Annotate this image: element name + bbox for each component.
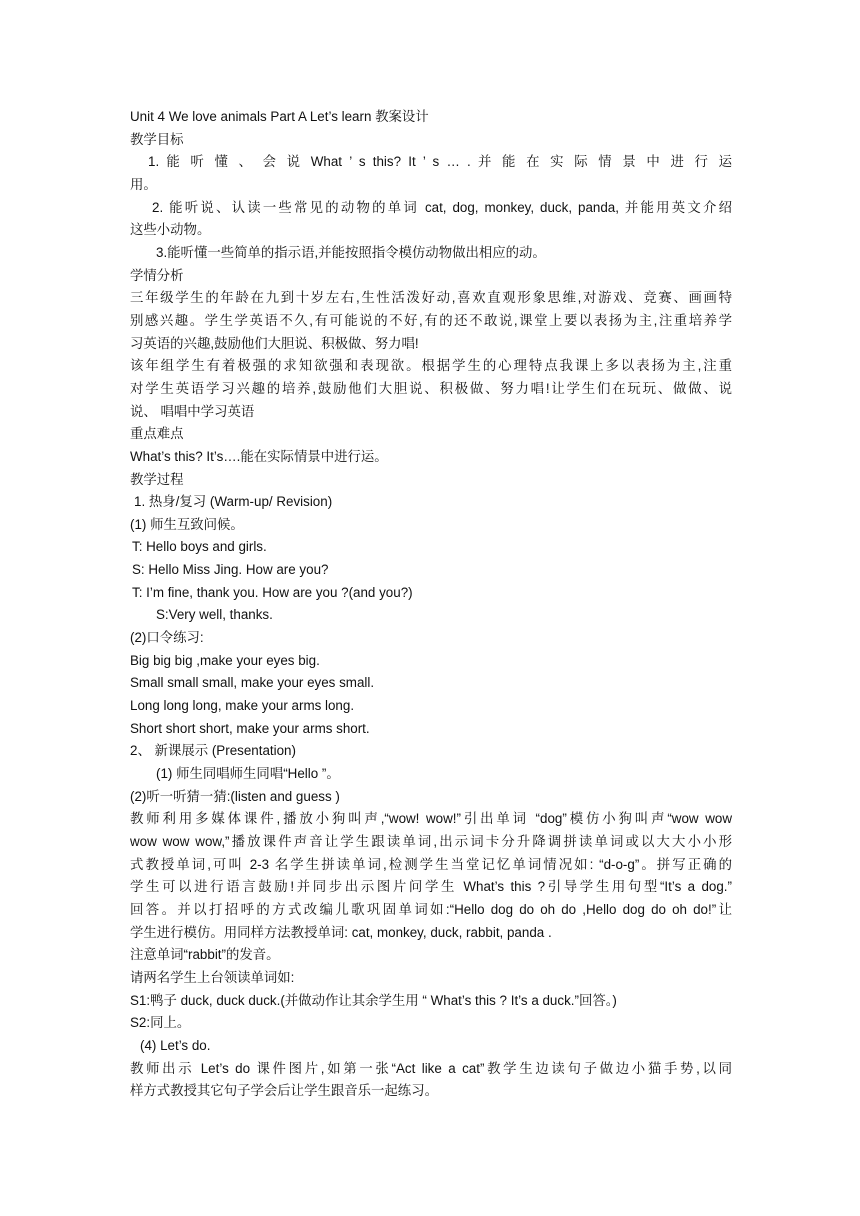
process-greeting: (1) 师生互致问候。 (130, 516, 244, 532)
chant-line-2: Small small small, make your eyes small. (130, 675, 375, 691)
command-practice-heading: (2)口令练习: (130, 630, 204, 646)
dialogue-line-4: S:Very well, thanks. (156, 607, 273, 623)
goal-1-line-1: 1. 能 听 懂 、 会 说 What ’ s this? It ’ s … . 并 能 在 实 际 情 景 中 进 行 运 (148, 154, 732, 170)
listen-and-guess: (2)听一听猜一猜:(listen and guess ) (130, 788, 340, 804)
dialogue-line-1: T: Hello boys and girls. (132, 539, 267, 555)
pronunciation-note: 注意单词“rabbit”的发音。 (130, 947, 280, 963)
goal-3: 3.能听懂一些简单的指示语,并能按照指令模仿动物做出相应的动。 (156, 244, 546, 260)
analysis-2-line-3: 说、 唱唱中学习英语 (130, 403, 255, 419)
student-1-line: S1:鸭子 duck, duck duck.(并做动作让其余学生用 “ What’s this ? It’s a duck.”回答。) (130, 992, 617, 1008)
chant-line-1: Big big big ,make your eyes big. (130, 652, 320, 668)
document-title: Unit 4 We love animals Part A Let’s learn 教案设计 (130, 109, 429, 124)
presentation-line-2: wow wow wow,”播放课件声音让学生跟读单词,出示词卡分升降调拼读单词或以大大小小形 (130, 834, 732, 849)
key-heading: 重点难点 (130, 426, 184, 442)
lets-do-line-2: 样方式教授其它句子学会后让学生跟音乐一起练习。 (130, 1083, 438, 1099)
process-step-1: 1. 热身/复习 (Warm-up/ Revision) (134, 494, 333, 510)
goal-1-line-2: 用。 (130, 176, 157, 192)
presentation-line-6: 学生进行模仿。用同样方法教授单词: cat, monkey, duck, rabbit, panda . (130, 924, 552, 940)
presentation-line-4: 学生可以进行语言鼓励!并同步出示图片问学生 What’s this ?引导学生用句型“It’s a dog.” (130, 879, 732, 895)
presentation-line-3: 式教授单词,可叫 2-3 名学生拼读单词,检测学生当堂记忆单词情况如: “d-o-g”。拼写正确的 (130, 856, 732, 872)
analysis-heading: 学情分析 (130, 267, 184, 283)
goals-heading: 教学目标 (130, 131, 184, 147)
analysis-2-line-2: 对学生英语学习兴趣的培养,鼓励他们大胆说、积极做、努力唱!让学生们在玩玩、做做、说 (130, 380, 732, 396)
goal-2-line-1: 2. 能听说、认读一些常见的动物的单词 cat, dog, monkey, duck, panda, 并能用英文介绍 (152, 199, 732, 215)
student-2-line: S2:同上。 (130, 1015, 191, 1031)
dialogue-line-2: S: Hello Miss Jing. How are you? (132, 562, 329, 578)
dialogue-line-3: T: I’m fine, thank you. How are you ?(and you?) (132, 584, 413, 600)
chant-line-3: Long long long, make your arms long. (130, 698, 355, 714)
lets-do-heading: (4) Let’s do. (140, 1037, 211, 1053)
chant-line-4: Short short short, make your arms short. (130, 720, 370, 736)
analysis-1-line-2: 别感兴趣。学生学英语不久,有可能说的不好,有的还不敢说,课堂上要以表扬为主,注重培养学 (130, 312, 732, 328)
lets-do-line-1: 教师出示 Let’s do 课件图片,如第一张“Act like a cat”教学生边读句子做边小猫手势,以同 (130, 1060, 732, 1076)
goal-2-line-2: 这些小动物。 (130, 222, 211, 238)
presentation-line-1: 教师利用多媒体课件,播放小狗叫声,“wow! wow!”引出单词 “dog”模仿小狗叫声“wow wow (130, 811, 732, 827)
analysis-1-line-3: 习英语的兴趣,鼓励他们大胆说、积极做、努力唱! (130, 335, 419, 351)
process-heading: 教学过程 (130, 471, 184, 487)
analysis-2-line-1: 该年组学生有着极强的求知欲强和表现欲。根据学生的心理特点我课上多以表扬为主,注重 (130, 358, 732, 374)
process-step-2: 2、 新课展示 (Presentation) (130, 743, 296, 759)
sing-hello: (1) 师生同唱师生同唱“Hello ”。 (156, 766, 340, 782)
key-text: What’s this? It’s….能在实际情景中进行运。 (130, 448, 388, 464)
document-page (130, 106, 732, 1103)
leader-instruction: 请两名学生上台领读单词如: (130, 969, 295, 985)
presentation-line-5: 回答。并以打招呼的方式改编儿歌巩固单词如:“Hello dog do oh do ,Hello dog do oh do!”让 (130, 901, 732, 917)
analysis-1-line-1: 三年级学生的年龄在九到十岁左右,生性活泼好动,喜欢直观形象思维,对游戏、竞赛、画画特 (130, 290, 732, 306)
